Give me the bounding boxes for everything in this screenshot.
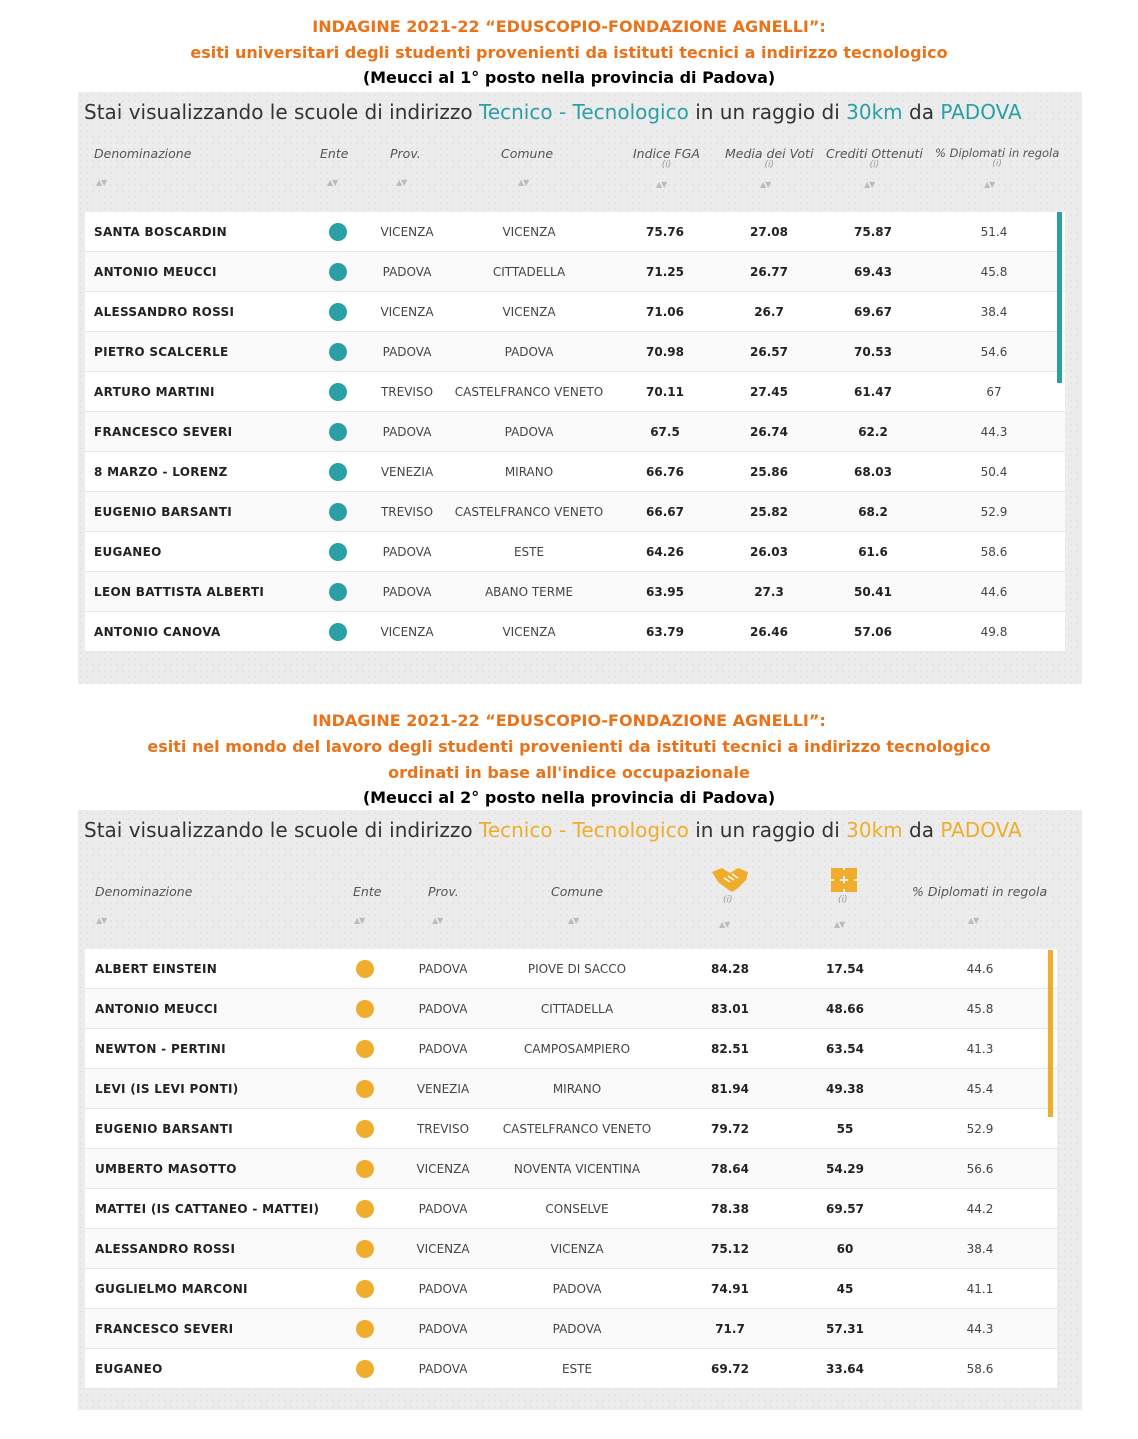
ente-dot-icon bbox=[356, 1200, 374, 1218]
caption-line-2: esiti universitari degli studenti provenienti da istituti tecnici a indirizzo tecnologico bbox=[190, 43, 948, 62]
crediti-cell: 62.2 bbox=[858, 425, 888, 439]
filter-citta[interactable]: PADOVA bbox=[940, 100, 1022, 124]
prov-cell: PADOVA bbox=[418, 962, 468, 976]
indice-fga-cell: 63.95 bbox=[646, 585, 684, 599]
caption-employment bbox=[0, 708, 1138, 810]
comune-cell: ESTE bbox=[513, 545, 545, 559]
diplomati-cell: 54.6 bbox=[980, 345, 1008, 359]
comune-cell: CAMPOSAMPIERO bbox=[523, 1042, 631, 1056]
puzzle-icon[interactable] bbox=[829, 864, 861, 898]
ente-dot-icon bbox=[329, 583, 347, 601]
prov-cell: PADOVA bbox=[382, 585, 432, 599]
scrollbar-thumb[interactable] bbox=[1057, 212, 1062, 383]
school-name[interactable]: EUGANEO bbox=[94, 545, 162, 559]
diplomati-cell: 38.4 bbox=[966, 1242, 994, 1256]
prov-cell: PADOVA bbox=[418, 1202, 468, 1216]
diplomati-cell: 41.3 bbox=[966, 1042, 994, 1056]
crediti-cell: 70.53 bbox=[854, 345, 892, 359]
caption-university bbox=[0, 14, 1138, 90]
sort-icon[interactable]: ▲▼ bbox=[968, 916, 979, 925]
coerenza-cell: 54.29 bbox=[826, 1162, 864, 1176]
occupati-cell: 83.01 bbox=[711, 1002, 749, 1016]
col-header-comune[interactable]: Comune bbox=[501, 146, 554, 161]
caption-line-1: INDAGINE 2021-22 “EDUSCOPIO-FONDAZIONE AGNELLI”: bbox=[312, 711, 826, 730]
col-header-denominazione[interactable]: Denominazione bbox=[95, 884, 193, 899]
occupati-cell: 75.12 bbox=[711, 1242, 749, 1256]
table-row[interactable] bbox=[85, 1029, 1057, 1069]
diplomati-cell: 41.1 bbox=[966, 1282, 994, 1296]
comune-cell: MIRANO bbox=[552, 1082, 602, 1096]
col-header-prov[interactable]: Prov. bbox=[390, 146, 421, 161]
table-row[interactable] bbox=[85, 452, 1065, 492]
school-name[interactable]: LEVI (IS LEVI PONTI) bbox=[95, 1082, 239, 1096]
diplomati-cell: 52.9 bbox=[980, 505, 1008, 519]
crediti-cell: 61.6 bbox=[858, 545, 888, 559]
panel-university-results bbox=[78, 92, 1082, 684]
table-row[interactable] bbox=[85, 212, 1065, 252]
media-voti-cell: 26.46 bbox=[750, 625, 788, 639]
prov-cell: PADOVA bbox=[382, 265, 432, 279]
sort-icon[interactable]: ▲▼ bbox=[984, 180, 995, 189]
comune-cell: CITTADELLA bbox=[492, 265, 566, 279]
filter-indirizzo[interactable]: Tecnico - Tecnologico bbox=[479, 818, 689, 842]
ente-dot-icon bbox=[356, 1160, 374, 1178]
diplomati-cell: 45.8 bbox=[980, 265, 1008, 279]
coerenza-cell: 55 bbox=[836, 1122, 854, 1136]
diplomati-cell: 58.6 bbox=[980, 545, 1008, 559]
info-icon[interactable]: (i) bbox=[869, 160, 880, 170]
diplomati-cell: 44.6 bbox=[966, 962, 994, 976]
occupati-cell: 74.91 bbox=[711, 1282, 749, 1296]
occupati-cell: 81.94 bbox=[711, 1082, 749, 1096]
comune-cell: PADOVA bbox=[504, 425, 554, 439]
prov-cell: PADOVA bbox=[418, 1282, 468, 1296]
panel-title: Stai visualizzando le scuole di indirizzo Tecnico - Tecnologico in un raggio di 30km da PADOVA bbox=[84, 100, 1022, 124]
scrollbar-thumb[interactable] bbox=[1048, 950, 1053, 1117]
school-name[interactable]: ANTONIO MEUCCI bbox=[95, 1002, 218, 1016]
comune-cell: VICENZA bbox=[502, 625, 556, 639]
table-row[interactable] bbox=[85, 372, 1065, 412]
coerenza-cell: 63.54 bbox=[826, 1042, 864, 1056]
crediti-cell: 75.87 bbox=[854, 225, 892, 239]
info-icon[interactable]: (i) bbox=[661, 160, 672, 170]
ente-dot-icon bbox=[356, 1080, 374, 1098]
school-name[interactable]: ALESSANDRO ROSSI bbox=[94, 305, 235, 319]
comune-cell: NOVENTA VICENTINA bbox=[513, 1162, 641, 1176]
ente-dot-icon bbox=[329, 463, 347, 481]
table-row[interactable] bbox=[85, 1149, 1057, 1189]
table-row[interactable] bbox=[85, 332, 1065, 372]
coerenza-cell: 57.31 bbox=[826, 1322, 864, 1336]
sort-icon[interactable]: ▲▼ bbox=[96, 916, 107, 925]
caption-line-1: INDAGINE 2021-22 “EDUSCOPIO-FONDAZIONE AGNELLI”: bbox=[312, 17, 826, 36]
table-row[interactable] bbox=[85, 572, 1065, 612]
prov-cell: PADOVA bbox=[418, 1002, 468, 1016]
occupati-cell: 78.38 bbox=[711, 1202, 749, 1216]
school-name[interactable]: ALESSANDRO ROSSI bbox=[95, 1242, 236, 1256]
ente-dot-icon bbox=[329, 383, 347, 401]
indice-fga-cell: 66.76 bbox=[646, 465, 684, 479]
table-row[interactable] bbox=[85, 1269, 1057, 1309]
table-row[interactable] bbox=[85, 1189, 1057, 1229]
filter-indirizzo[interactable]: Tecnico - Tecnologico bbox=[479, 100, 689, 124]
school-name[interactable]: PIETRO SCALCERLE bbox=[94, 345, 229, 359]
school-name[interactable]: ANTONIO CANOVA bbox=[94, 625, 221, 639]
results-table bbox=[85, 949, 1057, 1389]
caption-line-2b: ordinati in base all'indice occupazionale bbox=[388, 763, 750, 782]
table-row[interactable] bbox=[85, 252, 1065, 292]
diplomati-cell: 44.3 bbox=[980, 425, 1008, 439]
prov-cell: VENEZIA bbox=[380, 465, 434, 479]
results-table bbox=[85, 212, 1065, 652]
coerenza-cell: 17.54 bbox=[826, 962, 864, 976]
coerenza-cell: 45 bbox=[836, 1282, 854, 1296]
prov-cell: PADOVA bbox=[418, 1042, 468, 1056]
ente-dot-icon bbox=[329, 543, 347, 561]
sort-icon[interactable]: ▲▼ bbox=[327, 178, 338, 187]
prov-cell: VICENZA bbox=[416, 1242, 470, 1256]
school-name[interactable]: ARTURO MARTINI bbox=[94, 385, 215, 399]
school-name[interactable]: NEWTON - PERTINI bbox=[95, 1042, 226, 1056]
filter-raggio[interactable]: 30km bbox=[846, 818, 903, 842]
coerenza-cell: 69.57 bbox=[826, 1202, 864, 1216]
diplomati-cell: 67 bbox=[986, 385, 1002, 399]
info-icon[interactable]: (i) bbox=[838, 895, 848, 905]
school-name[interactable]: UMBERTO MASOTTO bbox=[95, 1162, 237, 1176]
ente-dot-icon bbox=[329, 343, 347, 361]
diplomati-cell: 52.9 bbox=[966, 1122, 994, 1136]
prov-cell: VICENZA bbox=[380, 225, 434, 239]
col-header-denominazione[interactable]: Denominazione bbox=[94, 146, 192, 161]
school-name[interactable]: EUGENIO BARSANTI bbox=[94, 505, 232, 519]
comune-cell: CASTELFRANCO VENETO bbox=[454, 385, 604, 399]
table-row[interactable] bbox=[85, 532, 1065, 572]
indice-fga-cell: 71.25 bbox=[646, 265, 684, 279]
diplomati-cell: 56.6 bbox=[966, 1162, 994, 1176]
school-name[interactable]: LEON BATTISTA ALBERTI bbox=[94, 585, 265, 599]
indice-fga-cell: 70.98 bbox=[646, 345, 684, 359]
media-voti-cell: 26.57 bbox=[750, 345, 788, 359]
ente-dot-icon bbox=[329, 223, 347, 241]
media-voti-cell: 26.7 bbox=[754, 305, 784, 319]
table-row[interactable] bbox=[85, 949, 1057, 989]
sort-icon[interactable]: ▲▼ bbox=[834, 920, 845, 929]
ente-dot-icon bbox=[356, 1120, 374, 1138]
school-name[interactable]: FRANCESCO SEVERI bbox=[95, 1322, 234, 1336]
comune-cell: ESTE bbox=[561, 1362, 593, 1376]
table-row[interactable] bbox=[85, 412, 1065, 452]
diplomati-cell: 45.4 bbox=[966, 1082, 994, 1096]
sort-icon[interactable]: ▲▼ bbox=[96, 178, 107, 187]
info-icon[interactable]: (i) bbox=[723, 895, 733, 905]
col-header-indice-fga[interactable]: Indice FGA (i) bbox=[633, 146, 700, 170]
ente-dot-icon bbox=[329, 303, 347, 321]
occupati-cell: 79.72 bbox=[711, 1122, 749, 1136]
comune-cell: VICENZA bbox=[502, 225, 556, 239]
comune-cell: MIRANO bbox=[504, 465, 554, 479]
ente-dot-icon bbox=[329, 263, 347, 281]
occupati-cell: 82.51 bbox=[711, 1042, 749, 1056]
prov-cell: VICENZA bbox=[380, 305, 434, 319]
school-name[interactable]: SANTA BOSCARDIN bbox=[94, 225, 227, 239]
school-name[interactable]: FRANCESCO SEVERI bbox=[94, 425, 233, 439]
col-header-crediti[interactable]: Crediti Ottenuti (i) bbox=[826, 146, 923, 170]
ente-dot-icon bbox=[356, 1240, 374, 1258]
sort-icon[interactable]: ▲▼ bbox=[760, 180, 771, 189]
diplomati-cell: 44.2 bbox=[966, 1202, 994, 1216]
table-row[interactable] bbox=[85, 989, 1057, 1029]
sort-icon[interactable]: ▲▼ bbox=[719, 920, 730, 929]
crediti-cell: 69.67 bbox=[854, 305, 892, 319]
prov-cell: PADOVA bbox=[382, 425, 432, 439]
coerenza-cell: 48.66 bbox=[826, 1002, 864, 1016]
diplomati-cell: 58.6 bbox=[966, 1362, 994, 1376]
diplomati-cell: 49.8 bbox=[980, 625, 1008, 639]
crediti-cell: 61.47 bbox=[854, 385, 892, 399]
handshake-icon[interactable] bbox=[710, 864, 750, 898]
occupati-cell: 69.72 bbox=[711, 1362, 749, 1376]
diplomati-cell: 51.4 bbox=[980, 225, 1008, 239]
diplomati-cell: 44.3 bbox=[966, 1322, 994, 1336]
indice-fga-cell: 64.26 bbox=[646, 545, 684, 559]
panel-title: Stai visualizzando le scuole di indirizzo Tecnico - Tecnologico in un raggio di 30km da PADOVA bbox=[84, 818, 1022, 842]
sort-icon[interactable]: ▲▼ bbox=[568, 916, 579, 925]
prov-cell: TREVISO bbox=[380, 505, 434, 519]
occupati-cell: 84.28 bbox=[711, 962, 749, 976]
coerenza-cell: 60 bbox=[836, 1242, 854, 1256]
ente-dot-icon bbox=[356, 1000, 374, 1018]
comune-cell: CONSELVE bbox=[545, 1202, 609, 1216]
ente-dot-icon bbox=[329, 423, 347, 441]
crediti-cell: 68.2 bbox=[858, 505, 888, 519]
ente-dot-icon bbox=[329, 503, 347, 521]
media-voti-cell: 26.74 bbox=[750, 425, 788, 439]
comune-cell: PADOVA bbox=[552, 1322, 602, 1336]
media-voti-cell: 25.82 bbox=[750, 505, 788, 519]
ente-dot-icon bbox=[356, 1320, 374, 1338]
indice-fga-cell: 67.5 bbox=[650, 425, 680, 439]
prov-cell: TREVISO bbox=[416, 1122, 470, 1136]
table-row[interactable] bbox=[85, 292, 1065, 332]
col-header-ente[interactable]: Ente bbox=[353, 884, 382, 899]
filter-citta[interactable]: PADOVA bbox=[940, 818, 1022, 842]
comune-cell: VICENZA bbox=[550, 1242, 604, 1256]
table-row[interactable] bbox=[85, 492, 1065, 532]
prov-cell: TREVISO bbox=[380, 385, 434, 399]
media-voti-cell: 27.45 bbox=[750, 385, 788, 399]
comune-cell: PADOVA bbox=[552, 1282, 602, 1296]
media-voti-cell: 25.86 bbox=[750, 465, 788, 479]
sort-icon[interactable]: ▲▼ bbox=[354, 916, 365, 925]
sort-icon[interactable]: ▲▼ bbox=[656, 180, 667, 189]
occupati-cell: 78.64 bbox=[711, 1162, 749, 1176]
comune-cell: ABANO TERME bbox=[484, 585, 574, 599]
prov-cell: PADOVA bbox=[418, 1362, 468, 1376]
crediti-cell: 57.06 bbox=[854, 625, 892, 639]
info-icon[interactable]: (i) bbox=[992, 159, 1002, 169]
ente-dot-icon bbox=[356, 960, 374, 978]
school-name[interactable]: EUGANEO bbox=[95, 1362, 163, 1376]
table-row[interactable] bbox=[85, 1229, 1057, 1269]
crediti-cell: 68.03 bbox=[854, 465, 892, 479]
ente-dot-icon bbox=[329, 623, 347, 641]
prov-cell: PADOVA bbox=[382, 345, 432, 359]
caption-line-3: (Meucci al 2° posto nella provincia di Padova) bbox=[362, 788, 776, 807]
info-icon[interactable]: (i) bbox=[764, 160, 774, 170]
indice-fga-cell: 63.79 bbox=[646, 625, 684, 639]
crediti-cell: 69.43 bbox=[854, 265, 892, 279]
school-name[interactable]: ANTONIO MEUCCI bbox=[94, 265, 217, 279]
ente-dot-icon bbox=[356, 1040, 374, 1058]
school-name[interactable]: GUGLIELMO MARCONI bbox=[95, 1282, 248, 1296]
prov-cell: VICENZA bbox=[380, 625, 434, 639]
table-row[interactable] bbox=[85, 1349, 1057, 1389]
table-row[interactable] bbox=[85, 1069, 1057, 1109]
sort-icon[interactable]: ▲▼ bbox=[396, 178, 407, 187]
indice-fga-cell: 71.06 bbox=[646, 305, 684, 319]
school-name[interactable]: MATTEI (IS CATTANEO - MATTEI) bbox=[95, 1202, 320, 1216]
indice-fga-cell: 66.67 bbox=[646, 505, 684, 519]
media-voti-cell: 27.08 bbox=[750, 225, 788, 239]
prov-cell: VICENZA bbox=[416, 1162, 470, 1176]
ente-dot-icon bbox=[356, 1360, 374, 1378]
col-header-diplomati[interactable]: % Diplomati in regola (i) bbox=[935, 146, 1060, 169]
col-header-media-voti[interactable]: Media dei Voti (i) bbox=[725, 146, 814, 170]
sort-icon[interactable]: ▲▼ bbox=[518, 178, 529, 187]
comune-cell: PIOVE DI SACCO bbox=[527, 962, 627, 976]
diplomati-cell: 45.8 bbox=[966, 1002, 994, 1016]
panel-employment-results bbox=[78, 810, 1082, 1410]
sort-icon[interactable]: ▲▼ bbox=[432, 916, 443, 925]
diplomati-cell: 38.4 bbox=[980, 305, 1008, 319]
table-row[interactable] bbox=[85, 612, 1065, 652]
filter-raggio[interactable]: 30km bbox=[846, 100, 903, 124]
table-row[interactable] bbox=[85, 1109, 1057, 1149]
comune-cell: CITTADELLA bbox=[540, 1002, 614, 1016]
coerenza-cell: 33.64 bbox=[826, 1362, 864, 1376]
ente-dot-icon bbox=[356, 1280, 374, 1298]
media-voti-cell: 26.03 bbox=[750, 545, 788, 559]
col-header-prov[interactable]: Prov. bbox=[428, 884, 459, 899]
diplomati-cell: 50.4 bbox=[980, 465, 1008, 479]
caption-line-2: esiti nel mondo del lavoro degli studenti provenienti da istituti tecnici a indirizzo tecnologico bbox=[147, 737, 991, 756]
col-header-ente[interactable]: Ente bbox=[320, 146, 349, 161]
occupati-cell: 71.7 bbox=[715, 1322, 745, 1336]
comune-cell: VICENZA bbox=[502, 305, 556, 319]
coerenza-cell: 49.38 bbox=[826, 1082, 864, 1096]
comune-cell: CASTELFRANCO VENETO bbox=[502, 1122, 652, 1136]
sort-icon[interactable]: ▲▼ bbox=[864, 180, 875, 189]
crediti-cell: 50.41 bbox=[854, 585, 892, 599]
indice-fga-cell: 70.11 bbox=[646, 385, 684, 399]
prov-cell: PADOVA bbox=[418, 1322, 468, 1336]
comune-cell: CASTELFRANCO VENETO bbox=[454, 505, 604, 519]
col-header-diplomati[interactable]: % Diplomati in regola bbox=[912, 884, 1048, 899]
media-voti-cell: 26.77 bbox=[750, 265, 788, 279]
table-row[interactable] bbox=[85, 1309, 1057, 1349]
prov-cell: VENEZIA bbox=[416, 1082, 470, 1096]
school-name[interactable]: 8 MARZO - LORENZ bbox=[94, 465, 228, 479]
diplomati-cell: 44.6 bbox=[980, 585, 1008, 599]
indice-fga-cell: 75.76 bbox=[646, 225, 684, 239]
col-header-comune[interactable]: Comune bbox=[551, 884, 604, 899]
caption-line-3: (Meucci al 1° posto nella provincia di Padova) bbox=[362, 68, 776, 87]
prov-cell: PADOVA bbox=[382, 545, 432, 559]
school-name[interactable]: ALBERT EINSTEIN bbox=[95, 962, 218, 976]
comune-cell: PADOVA bbox=[504, 345, 554, 359]
school-name[interactable]: EUGENIO BARSANTI bbox=[95, 1122, 233, 1136]
media-voti-cell: 27.3 bbox=[754, 585, 784, 599]
